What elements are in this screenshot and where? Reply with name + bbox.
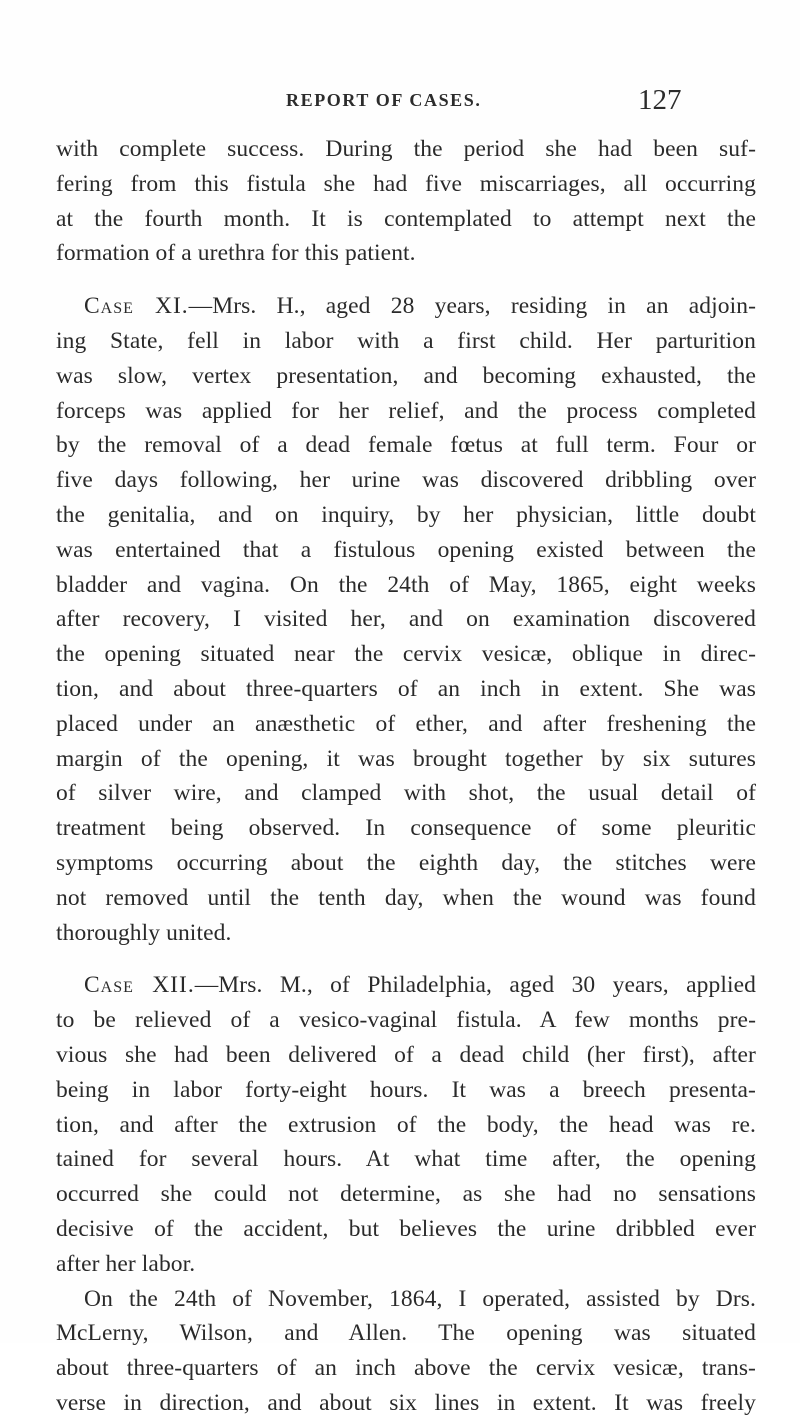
- paragraph-continuation: [56, 132, 756, 271]
- text-line: treatment being observed. In consequence of some pleuritic: [56, 815, 756, 842]
- text-line: forceps was applied for her relief, and the process completed: [56, 397, 756, 424]
- case-label: Case XII.: [84, 972, 195, 999]
- text-line: the genitalia, and on inquiry, by her physician, little doubt: [56, 501, 756, 528]
- text-line: occurred she could not determine, as she had no sensations: [56, 1181, 756, 1208]
- text-line: [56, 968, 756, 1003]
- case-xii-paragraph: [56, 968, 756, 1281]
- paragraph-gap: [56, 271, 756, 289]
- text-line: margin of the opening, it was brought together by six sutures: [56, 745, 756, 772]
- text-line: five days following, her urine was discovered dribbling over: [56, 467, 756, 494]
- text-line: fering from this fistula she had five miscarriages, all occurring: [56, 170, 756, 197]
- text-line: ing State, fell in labor with a first child. Her parturition: [56, 327, 756, 354]
- text-line: of silver wire, and clamped with shot, the usual detail of: [56, 780, 756, 807]
- text-line: was slow, vertex presentation, and becoming exhausted, the: [56, 362, 756, 389]
- text-line: about three-quarters of an inch above the cervix vesicæ, trans-: [56, 1355, 756, 1382]
- text-line: symptoms occurring about the eighth day, the stitches were: [56, 849, 756, 876]
- page-number: 127: [638, 84, 682, 116]
- text-line: tained for several hours. At what time after, the opening: [56, 1146, 756, 1173]
- body-text: [56, 132, 756, 1421]
- text-line: not removed until the tenth day, when the wound was found: [56, 884, 756, 911]
- text-line: being in labor forty-eight hours. It was a breech presenta-: [56, 1076, 756, 1103]
- text-line: thoroughly united.: [56, 919, 232, 946]
- case-first-line-text: —Mrs. M., of Philadelphia, aged 30 years, applied: [194, 972, 756, 999]
- text-line: tion, and after the extrusion of the body, the head was re.: [56, 1111, 756, 1138]
- text-line: tion, and about three-quarters of an inch in extent. She was: [56, 675, 756, 702]
- case-first-line-text: —Mrs. H., aged 28 years, residing in an adjoin-: [188, 293, 756, 320]
- text-line: at the fourth month. It is contemplated to attempt next the: [56, 205, 756, 232]
- text-line: [56, 289, 756, 324]
- text-line: was entertained that a fistulous opening existed between the: [56, 536, 756, 563]
- text-line: to be relieved of a vesico-vaginal fistula. A few months pre-: [56, 1007, 756, 1034]
- text-line: On the 24th of November, 1864, I operated, assisted by Drs.: [84, 1285, 756, 1312]
- running-title: REPORT OF CASES.: [286, 90, 482, 110]
- case-xi-paragraph: [56, 289, 756, 950]
- text-line: McLerny, Wilson, and Allen. The opening was situated: [56, 1320, 756, 1347]
- text-line: by the removal of a dead female fœtus at full term. Four or: [56, 432, 756, 459]
- running-head: [0, 86, 800, 122]
- text-line: verse in direction, and about six lines in extent. It was freely: [56, 1389, 756, 1416]
- operation-paragraph: [56, 1282, 756, 1421]
- text-line: after her labor.: [56, 1250, 196, 1277]
- text-line: vious she had been delivered of a dead child (her first), after: [56, 1041, 756, 1068]
- text-line: after recovery, I visited her, and on examination discovered: [56, 606, 756, 633]
- paragraph-gap: [56, 950, 756, 968]
- text-line: placed under an anæsthetic of ether, and after freshening the: [56, 710, 756, 737]
- text-line: decisive of the accident, but believes the urine dribbled ever: [56, 1215, 756, 1242]
- text-line: with complete success. During the period she had been suf-: [56, 136, 756, 162]
- text-line: the opening situated near the cervix vesicæ, oblique in direc-: [56, 641, 756, 668]
- case-label: Case XI.: [84, 293, 189, 320]
- text-line: formation of a urethra for this patient.: [56, 240, 416, 267]
- text-line: bladder and vagina. On the 24th of May, 1865, eight weeks: [56, 571, 756, 598]
